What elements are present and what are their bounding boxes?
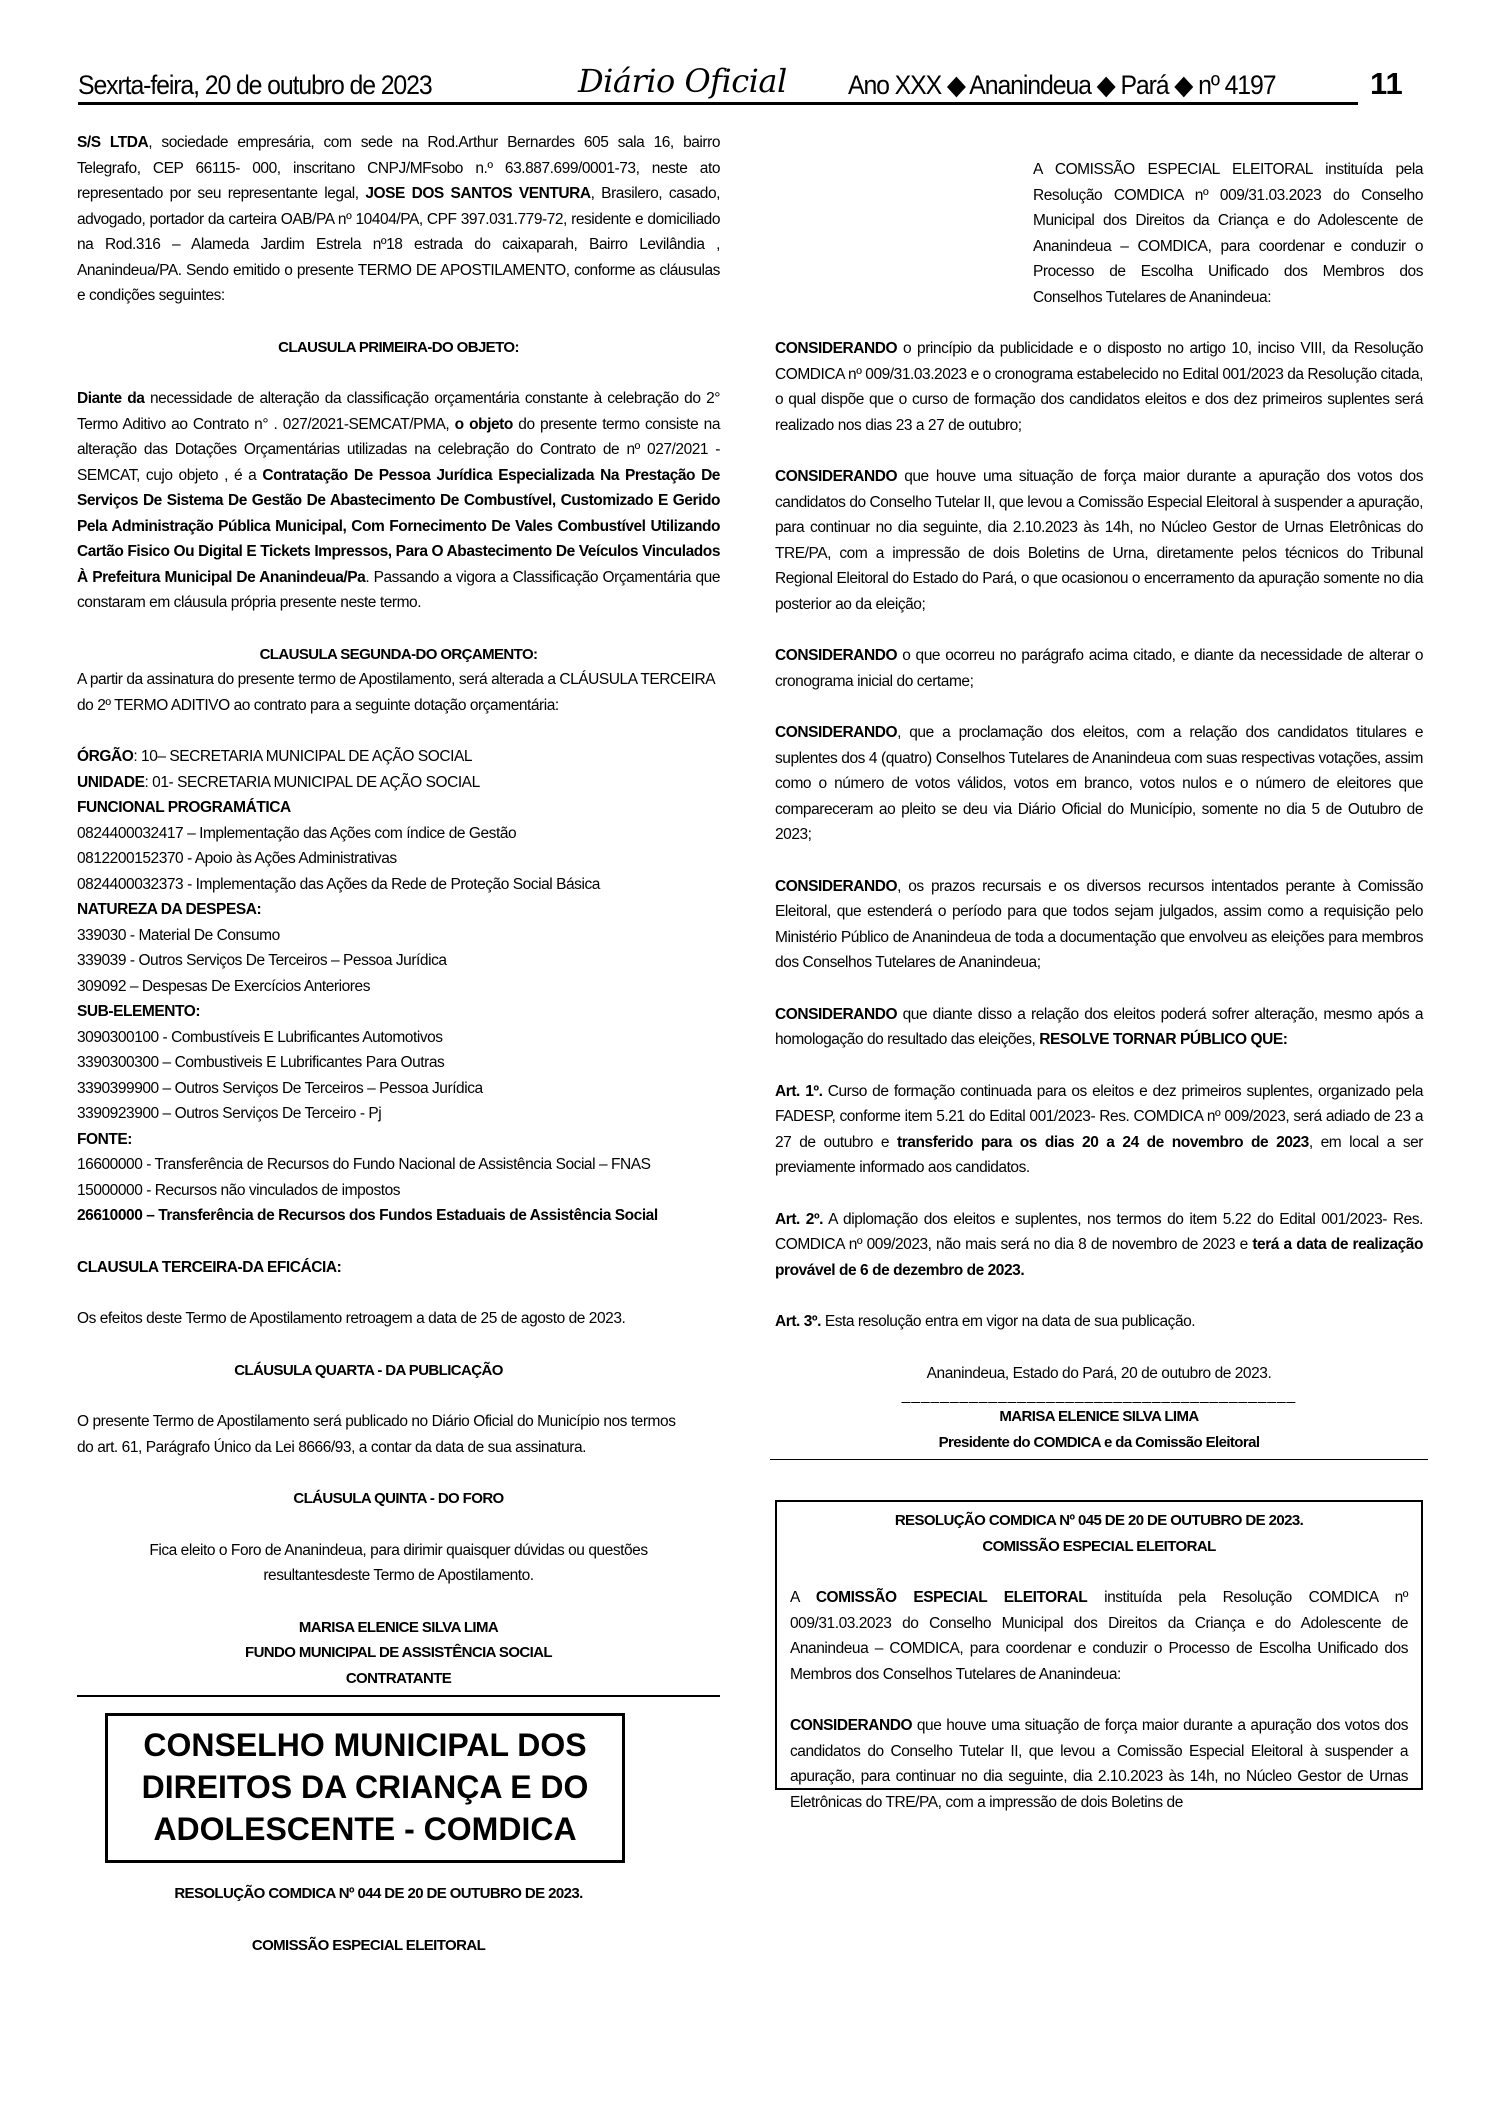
considering-paragraph <box>775 874 1423 976</box>
considering-label: CONSIDERANDO <box>775 340 898 357</box>
clause-5-text: Fica eleito o Foro de Ananindeua, para dirimir quaisquer dúvidas ou questões resultantesdeste Termo de Apostilamento. <box>149 1541 648 1584</box>
resolution-045-intro <box>790 1585 1408 1687</box>
commission-title: COMISSÃO ESPECIAL ELEITORAL <box>251 1936 486 1954</box>
text: do presente termo consiste na alteração das Dotações Orçamentárias utilizadas na celebração do Contrato de nº 027/2021 - SEMCAT, cujo objeto , é a <box>77 415 720 484</box>
clause-1-text <box>77 386 720 616</box>
unidade-line <box>77 770 720 796</box>
right-column <box>775 157 1423 1811</box>
considering-label: CONSIDERANDO <box>775 1005 898 1023</box>
label: NATUREZA DA DESPESA: <box>77 901 262 918</box>
section-divider <box>77 1695 720 1697</box>
left-column <box>77 130 720 1958</box>
considering-paragraph <box>775 720 1423 848</box>
resolution-044-title: RESOLUÇÃO COMDICA Nº 044 DE 20 DE OUTUBRO DE 2023. <box>174 1885 583 1902</box>
subelemento-item: 3390300300 – Combustiveis E Lubrificantes Para Outras <box>77 1054 445 1071</box>
text: . Passando a vigora a Classificação Orçamentária que constaram em cláusula própria presente neste termo. <box>77 568 721 611</box>
signatory-org: FUNDO MUNICIPAL DE ASSISTÊNCIA SOCIAL <box>245 1644 552 1661</box>
label: FONTE: <box>77 1130 132 1148</box>
council-title-line: ADOLESCENTE - COMDICA <box>153 1811 577 1847</box>
resolution-045-subtitle: COMISSÃO ESPECIAL ELEITORAL <box>982 1537 1216 1555</box>
clause-3-title <box>77 1255 720 1281</box>
bold-text: Diante da <box>77 390 145 407</box>
article-label: Art. 3º. <box>775 1313 821 1330</box>
text: necessidade de alteração da classificação orçamentária constante à celebração do 2° Termo Aditivo ao Contrato n° . 027/2021-SEMCAT/PMA, <box>77 390 720 433</box>
considering-paragraph <box>775 336 1423 438</box>
article-label: Art. 1º. <box>775 1082 823 1100</box>
considering-label: CONSIDERANDO <box>775 877 898 895</box>
article-1 <box>775 1079 1423 1181</box>
subelemento-item: 3390923900 – Outros Serviços De Terceiro - Pj <box>77 1105 382 1122</box>
signatory-role: CONTRATANTE <box>345 1669 452 1687</box>
page-number: 11 <box>1370 66 1403 101</box>
clause-4-text: O presente Termo de Apostilamento será publicado no Diário Oficial do Município nos termos do art. 61, Parágrafo Único da Lei 8666/93, a contar da data de sua assinatura. <box>77 1413 676 1456</box>
considering-label: CONSIDERANDO <box>775 724 898 741</box>
bold-text: o objeto <box>454 415 513 433</box>
text: instituída pela Resolução COMDICA nº 009/31.03.2023 do Conselho Municipal dos Direitos da Criança e do Adolescente de Ananindeua – COMDICA, para coordenar e conduzir o Processo de Escolha Unificado dos Membros dos Conselhos Tutelares de Ananindeua: <box>790 1589 1408 1683</box>
fonte-item: 16600000 - Transferência de Recursos do Fundo Nacional de Assistência Social – FNAS <box>77 1156 651 1173</box>
heading: CLAUSULA TERCEIRA-DA EFICÁCIA: <box>77 1258 342 1276</box>
natureza-item: 339030 - Material De Consumo <box>77 926 280 944</box>
resolution-045-title: RESOLUÇÃO COMDICA Nº 045 DE 20 DE OUTUBRO DE 2023. <box>894 1512 1304 1529</box>
text: , os prazos recursais e os diversos recursos intentados perante à Comissão Eleitoral, que estenderá o período para que todos sejam julgados, assim como a requisição pelo Ministério Público de Ananindeua de toda a documentação que envolveu as eleições para membros dos Conselhos Tutelares de Ananindeua; <box>775 877 1423 971</box>
label: SUB-ELEMENTO: <box>77 1003 201 1020</box>
fonte-item: 15000000 - Recursos não vinculados de impostos <box>77 1181 401 1199</box>
funcional-item: 0812200152370 - Apoio às Ações Administrativas <box>77 850 397 867</box>
considering-paragraph <box>775 643 1423 694</box>
bold-text: transferido para os dias 20 a 24 de novembro de 2023 <box>896 1133 1309 1151</box>
text: o princípio da publicidade e o disposto no artigo 10, inciso VIII, da Resolução COMDICA nº 009/31.03.2023 e o cronograma estabelecido no Edital 001/2023 da Resolução citada, o qual dispõe que o curso de formação dos candidatos eleitos e dos dez primeiros suplentes será realizado nos dias 23 a 27 de outubro; <box>775 340 1423 434</box>
considering-label: CONSIDERANDO <box>790 1717 913 1734</box>
resolve-statement: RESOLVE TORNAR PÚBLICO QUE: <box>1039 1031 1288 1048</box>
council-title-line: DIREITOS DA CRIANÇA E DO <box>141 1769 589 1805</box>
text: , em local a ser previamente informado aos candidatos. <box>775 1133 1423 1176</box>
funcional-item: 0824400032417 – Implementação das Ações com índice de Gestão <box>77 824 517 842</box>
text: o que ocorreu no parágrafo acima citado, e diante da necessidade de alterar o cronograma inicial do certame; <box>775 647 1423 690</box>
page-header <box>78 62 1358 105</box>
funcional-label <box>77 795 720 821</box>
resolution-044-intro: A COMISSÃO ESPECIAL ELEITORAL instituída pela Resolução COMDICA nº 009/31.03.2023 do Conselho Municipal dos Direitos da Criança e do Adolescente de Ananindeua – COMDICA, para coordenar e conduzir o Processo de Escolha Unificado dos Membros dos Conselhos Tutelares de Ananindeua: <box>1033 161 1423 306</box>
text: , que a proclamação dos eleitos, com a relação dos candidatos titulares e suplentes dos 4 (quatro) Conselhos Tutelares de Ananindeua com suas respectivas votações, assim como o número de votos válidos, votos em branco, votos nulos e o número de eleitores que compareceram ao pleito se deu via Diário Oficial do Município, somente no dia 5 de Outubro de 2023; <box>775 724 1423 843</box>
text: que houve uma situação de força maior durante a apuração dos votos dos candidatos do Conselho Tutelar II, que levou a Comissão Especial Eleitoral à suspender a apuração, para continuar no dia seguinte, dia 2.10.2023 às 14h, no Núcleo Gestor de Urnas Eletrônicas do TRE/PA, com a impressão de dois Boletins de Urna, diretamente pelos técnicos do Tribunal Regional Eleitoral do Estado do Pará, o que ocasionou o encerramento da apuração somente no dia posterior ao da eleição; <box>775 468 1423 613</box>
considering-paragraph <box>775 1002 1423 1053</box>
natureza-item: 339039 - Outros Serviços De Terceiros – Pessoa Jurídica <box>77 952 447 969</box>
signer-name: MARISA ELENICE SILVA LIMA <box>999 1408 1199 1425</box>
signatory-name: MARISA ELENICE SILVA LIMA <box>298 1618 499 1636</box>
company-name: S/S LTDA <box>77 134 149 151</box>
bold-text: 26610000 – Transferência de Recursos dos Fundos Estaduais de Assistência Social <box>77 1207 658 1224</box>
text: que houve uma situação de força maior durante a apuração dos votos dos candidatos do Conselho Tutelar II, que levou a Comissão Especial Eleitoral à suspender a apuração, para continuar no dia seguinte, dia 2.10.2023 às 14h, no Núcleo Gestor de Urnas Eletrônicas do TRE/PA, com a impressão de dois Boletins de <box>790 1717 1408 1811</box>
clause-2-text: A partir da assinatura do presente termo de Apostilamento, será alterada a CLÁUSULA TERCEIRA do 2º TERMO ADITIVO ao contrato para a seguinte dotação orçamentária: <box>77 671 715 714</box>
text: A diplomação dos eleitos e suplentes, nos termos do item 5.22 do Edital 001/2023- Res. COMDICA nº 009/2023, não mais será no dia 8 de novembro de 2023 e <box>775 1210 1423 1253</box>
edition-info: Ano XXX ◆ Ananindeua ◆ Pará ◆ nº 4197 <box>848 70 1276 100</box>
place-date: Ananindeua, Estado do Pará, 20 de outubro de 2023. <box>926 1364 1272 1382</box>
clause-1-title: CLAUSULA PRIMEIRA-DO OBJETO: <box>278 338 519 356</box>
unidade-label: UNIDADE <box>77 773 145 791</box>
section-divider <box>770 1459 1428 1460</box>
intro-text: , sociedade empresária, com sede na Rod.Arthur Bernardes 605 sala 16, bairro Telegrafo, CEP 66115- 000, inscritano CNPJ/MFsobo n.º 63.887.699/0001-73, neste ato representado por seu representante legal, <box>77 134 720 202</box>
label: FUNCIONAL PROGRAMÁTICA <box>77 799 291 816</box>
bold-text: terá a data de realização provável de 6 de dezembro de 2023. <box>775 1236 1423 1279</box>
issue-date: Sexrta-feira, 20 de outubro de 2023 <box>78 70 432 100</box>
bold-text: COMISSÃO ESPECIAL ELEITORAL <box>815 1589 1088 1606</box>
subelemento-item: 3390399900 – Outros Serviços De Terceiros – Pessoa Jurídica <box>77 1079 483 1097</box>
signature-line: _________________________________________ <box>901 1387 1297 1404</box>
text: A <box>790 1589 816 1606</box>
article-label: Art. 2º. <box>775 1210 824 1228</box>
clause-2-title: CLAUSULA SEGUNDA-DO ORÇAMENTO: <box>259 645 538 663</box>
representative-name: JOSE DOS SANTOS VENTURA <box>365 185 591 202</box>
fonte-item <box>77 1203 720 1229</box>
council-title-box <box>105 1713 625 1863</box>
council-title-line: CONSELHO MUNICIPAL DOS <box>143 1727 587 1763</box>
text: Esta resolução entra em vigor na data de sua publicação. <box>821 1313 1196 1330</box>
clause-4-title: CLÁUSULA QUARTA - DA PUBLICAÇÃO <box>234 1361 503 1379</box>
orgao-value: : 10– SECRETARIA MUNICIPAL DE AÇÃO SOCIAL <box>133 748 473 765</box>
text: Curso de formação continuada para os eleitos e dez primeiros suplentes, organizado pela FADESP, conforme item 5.21 do Edital 001/2023- Res. COMDICA nº 009/2023, será adiado de 23 a 27 de outubro e <box>775 1082 1423 1151</box>
subelemento-label <box>77 999 720 1025</box>
natureza-item: 309092 – Despesas De Exercícios Anteriores <box>77 977 370 995</box>
contract-intro <box>77 130 720 309</box>
resolution-045-box <box>775 1500 1423 1811</box>
considering-paragraph <box>790 1713 1408 1815</box>
clause-3-text: Os efeitos deste Termo de Apostilamento retroagem a data de 25 de agosto de 2023. <box>77 1310 626 1327</box>
intro-text-cont: , Brasilero, casado, advogado, portador da carteira OAB/PA nº 10404/PA, CPF 397.031.779-72, residente e domiciliado na Rod.316 – Alameda Jardim Estrela nº18 estrada do caixaparah, Bairro Levilândia , Ananindeua/PA. Sendo emitido o presente TERMO DE APOSTILAMENTO, conforme as cláusulas e condições seguintes: <box>77 185 720 304</box>
orgao-line <box>77 744 720 770</box>
article-3 <box>775 1309 1423 1335</box>
natureza-label <box>77 897 720 923</box>
text: que diante disso a relação dos eleitos poderá sofrer alteração, mesmo após a homologação do resultado das eleições, <box>775 1005 1423 1048</box>
subelemento-item: 3090300100 - Combustíveis E Lubrificantes Automotivos <box>77 1028 443 1046</box>
fonte-label <box>77 1127 720 1153</box>
considering-label: CONSIDERANDO <box>775 647 898 664</box>
contract-object: Contratação De Pessoa Jurídica Especializada Na Prestação De Serviços De Sistema De Gestão De Abastecimento De Combustível, Customizado E Gerido Pela Administração Pública Municipal, Com Fornecimento De Vales Combustível Utilizando Cartão Fisico Ou Digital E Tickets Impressos, Para O Abastecimento De Veículos Vinculados À Prefeitura Municipal De Ananindeua/Pa <box>77 466 720 586</box>
publication-title: Diário Oficial <box>578 62 787 100</box>
unidade-value: : 01- SECRETARIA MUNICIPAL DE AÇÃO SOCIAL <box>144 773 480 791</box>
signer-role: Presidente do COMDICA e da Comissão Eleitoral <box>938 1433 1260 1451</box>
funcional-item: 0824400032373 - Implementação das Ações da Rede de Proteção Social Básica <box>77 875 600 893</box>
article-2 <box>775 1207 1423 1284</box>
clause-5-title: CLÁUSULA QUINTA - DO FORO <box>293 1490 504 1507</box>
orgao-label: ÓRGÃO <box>77 748 134 765</box>
considering-label: CONSIDERANDO <box>775 468 898 485</box>
considering-paragraph <box>775 464 1423 617</box>
